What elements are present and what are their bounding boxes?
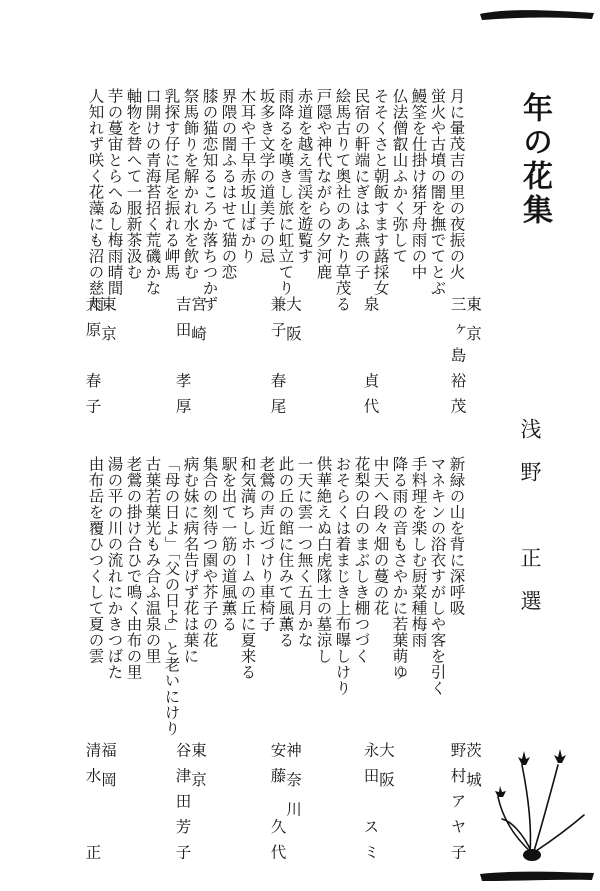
poem-line: 絵馬古りて奥社のあたり草茂る: [333, 88, 352, 312]
poem-line: 界隈の闇ふるはせて猫の恋: [219, 88, 238, 280]
poem-line: 手料理を楽しむ厨菜種梅雨: [409, 456, 428, 648]
author-place: 神奈川: [284, 742, 302, 831]
author-credit: [80, 296, 115, 424]
author-name: 安藤 久代: [268, 742, 287, 870]
poem-line: 戸隠や神代ながらの夕河鹿: [314, 88, 333, 280]
author-credit: [265, 742, 300, 870]
poem-line: おそらくは着まじき上布曝しけり: [333, 456, 352, 696]
poem-line: 病む妹に病名告げず花は葉に: [181, 456, 200, 664]
poem-line: 雨降るを嘆きし旅に虹立てり: [276, 88, 295, 296]
poem-line: 膝の猫恋知るころか落ちつかず: [200, 88, 219, 312]
author-place: 東京: [99, 296, 117, 355]
author-name: 兼子 春尾: [268, 296, 287, 424]
author-place: 大阪: [377, 742, 395, 801]
poem-line: 木耳や千早赤坂山ばかり: [238, 88, 257, 264]
author-place: 福岡: [99, 742, 117, 801]
poem-line: 老鶯の掛け合ひで鳴く由布の里: [124, 456, 143, 680]
author-name: 永田 スミ: [361, 742, 380, 870]
poem-line: 民宿の軒端にぎはふ燕の子: [352, 88, 371, 280]
author-place: 大阪: [284, 296, 302, 355]
poem-line: 和気満ちしホームの丘に夏来る: [238, 456, 257, 680]
author-credit: [80, 742, 115, 870]
author-credit: [170, 742, 205, 870]
poem-line: 集合の刻待つ園や芥子の花: [200, 456, 219, 648]
poem-line: 老鶯の声近づけり車椅子: [257, 456, 276, 632]
author-name: 清水 正: [83, 742, 102, 870]
poem-line: 駅を出て一筋の道風薫る: [219, 456, 238, 632]
author-credit: [358, 296, 378, 424]
poem-line: 中天へ段々畑の蔓の花: [371, 456, 390, 616]
author-credit: [445, 296, 480, 424]
author-place: 茨城: [464, 742, 482, 801]
top-brush-stroke: [478, 4, 596, 26]
author-credit: [170, 296, 205, 424]
author-name: 谷津田芳子: [173, 742, 192, 870]
poem-line: 仏法僧叡山ふかく弥して: [390, 88, 409, 264]
poem-line: 芋の蔓宙とらへゐし梅雨晴間: [105, 88, 124, 296]
poem-line: 蛍火や古墳の闇を撫でてとぶ: [428, 88, 447, 296]
author-name: 泉 貞代: [361, 296, 380, 424]
author-credit: [358, 742, 393, 870]
poem-line: 人知れず咲く花藻にも沼の慈雨: [86, 88, 105, 312]
poem-line: 降る雨の音もさやかに若葉萌ゆ: [390, 456, 409, 680]
poem-line: 赤道を越え雪渓を遊覧す: [295, 88, 314, 264]
poem-line: 花梨の白のまぶしき棚つづく: [352, 456, 371, 664]
poem-line: 軸物を替へて一服新茶汲む: [124, 88, 143, 280]
poem-line: 供華絶えぬ白虎隊士の墓涼し: [314, 456, 333, 664]
poem-line: 此の丘の館に住みて風薫る: [276, 456, 295, 648]
author-place: 東京: [189, 742, 207, 801]
poem-line: 乳探す仔に尾を振れる岬馬: [162, 88, 181, 280]
flower-illustration-icon: [492, 735, 592, 865]
poem-line: そそくさと朝飯すます蕗採女: [371, 88, 390, 296]
poem-line: 一天に雲一つ無く五月かな: [295, 456, 314, 648]
poem-line: 坂多き文学の道美子の忌: [257, 88, 276, 264]
author-credit: [445, 742, 480, 870]
editor-credit: 浅野 正選: [518, 418, 542, 633]
poem-line: 月に暈茂吉の里の夜振の火: [447, 88, 466, 280]
author-credit: [265, 296, 300, 424]
poem-line: マネキンの浴衣すがしや客を引く: [428, 456, 447, 696]
author-place: 東京: [464, 296, 482, 355]
author-name: 大原 春子: [83, 296, 102, 424]
poem-line: 古葉若葉光もみ合ふ温泉の里: [143, 456, 162, 664]
poem-line: 湯の平の川の流れにかきつばた: [105, 456, 124, 680]
poem-line: 鰻筌を仕掛け猪牙舟雨の中: [409, 88, 428, 280]
collection-title: 年の花集: [517, 92, 552, 228]
author-place: 宮崎: [189, 296, 207, 355]
poem-line: 祭馬飾りを解かれ水を飲む: [181, 88, 200, 280]
author-name: 吉田 孝厚: [173, 296, 192, 424]
poem-line: 新緑の山を背に深呼吸: [447, 456, 466, 616]
poem-line: 「母の日よ」「父の日よ」と老いにけり: [162, 456, 181, 737]
poem-line: 由布岳を覆ひつくして夏の雲: [86, 456, 105, 664]
bottom-brush-stroke: [478, 866, 596, 888]
author-name: 三ヶ島裕茂: [448, 296, 467, 424]
poem-line: 口開けの青海苔招く荒磯かな: [143, 88, 162, 296]
author-name: 野村アヤ子: [448, 742, 467, 870]
